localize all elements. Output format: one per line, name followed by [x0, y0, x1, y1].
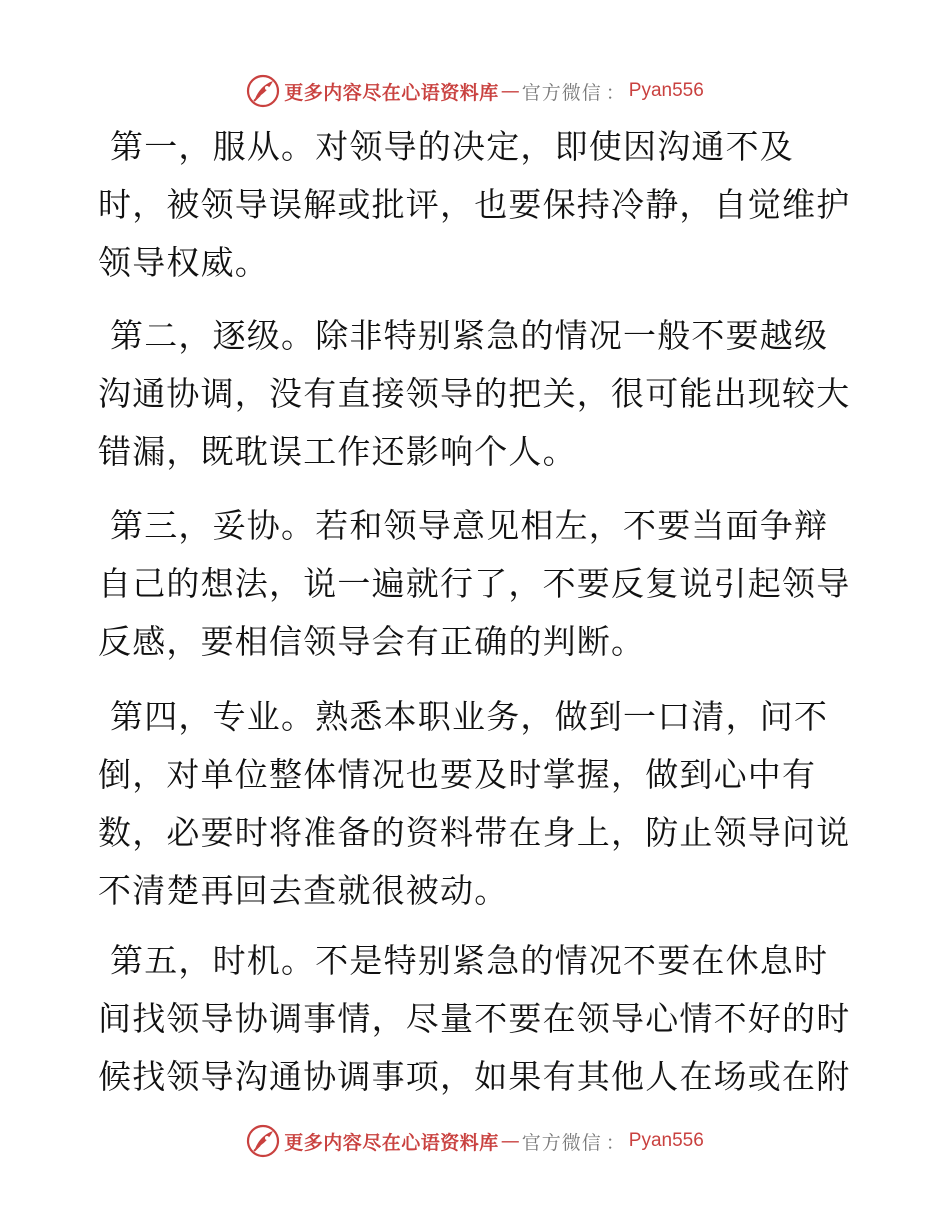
paragraph-line: 间找领导协调事情，尽量不要在领导心情不好的时	[98, 999, 851, 1038]
watermark-brand: 更多内容尽在心语资料库	[284, 81, 499, 104]
watermark-label: 官方微信	[521, 1131, 602, 1154]
quill-logo-icon	[246, 1124, 280, 1158]
watermark-separator: ：	[605, 1131, 625, 1154]
paragraph-line: 不清楚再回去查就很被动。	[98, 871, 509, 910]
paragraph-line: 时，被领导误解或批评，也要保持冷静，自觉维护	[98, 185, 851, 224]
watermark-dash: —	[500, 1130, 520, 1152]
paragraph-line: 候找领导沟通协调事项，如果有其他人在场或在附	[98, 1057, 851, 1096]
watermark-account: Pyan556	[628, 80, 704, 101]
paragraph-line: 领导权威。	[98, 243, 269, 282]
watermark-dash: —	[500, 80, 520, 102]
paragraph-line: 倒，对单位整体情况也要及时掌握，做到心中有	[98, 755, 817, 794]
watermark-header	[0, 71, 950, 111]
paragraph-timing	[98, 932, 858, 1106]
paragraph-line: 第一，服从。对领导的决定，即使因沟通不及	[110, 127, 794, 166]
paragraph-line: 反感，要相信领导会有正确的判断。	[98, 622, 646, 661]
watermark-separator: ：	[605, 81, 625, 104]
paragraph-line: 数，必要时将准备的资料带在身上，防止领导问说	[98, 813, 851, 852]
quill-logo-icon	[246, 74, 280, 108]
paragraph-line: 第四，专业。熟悉本职业务，做到一口清，问不	[110, 697, 829, 736]
watermark-brand: 更多内容尽在心语资料库	[284, 1131, 499, 1154]
paragraph-line: 第五，时机。不是特别紧急的情况不要在休息时	[110, 941, 829, 980]
paragraph-line: 自己的想法，说一遍就行了，不要反复说引起领导	[98, 564, 851, 603]
paragraph-hierarchy	[98, 307, 858, 481]
paragraph-line: 沟通协调，没有直接领导的把关，很可能出现较大	[98, 374, 851, 413]
paragraph-line: 第三，妥协。若和领导意见相左，不要当面争辩	[110, 506, 829, 545]
watermark-account: Pyan556	[628, 1130, 704, 1151]
paragraph-obedience	[98, 118, 858, 292]
paragraph-professional	[98, 688, 858, 920]
paragraph-line: 错漏，既耽误工作还影响个人。	[98, 432, 577, 471]
paragraph-line: 第二，逐级。除非特别紧急的情况一般不要越级	[110, 316, 829, 355]
watermark-label: 官方微信	[521, 81, 602, 104]
watermark-footer	[0, 1121, 950, 1161]
paragraph-compromise	[98, 497, 858, 671]
